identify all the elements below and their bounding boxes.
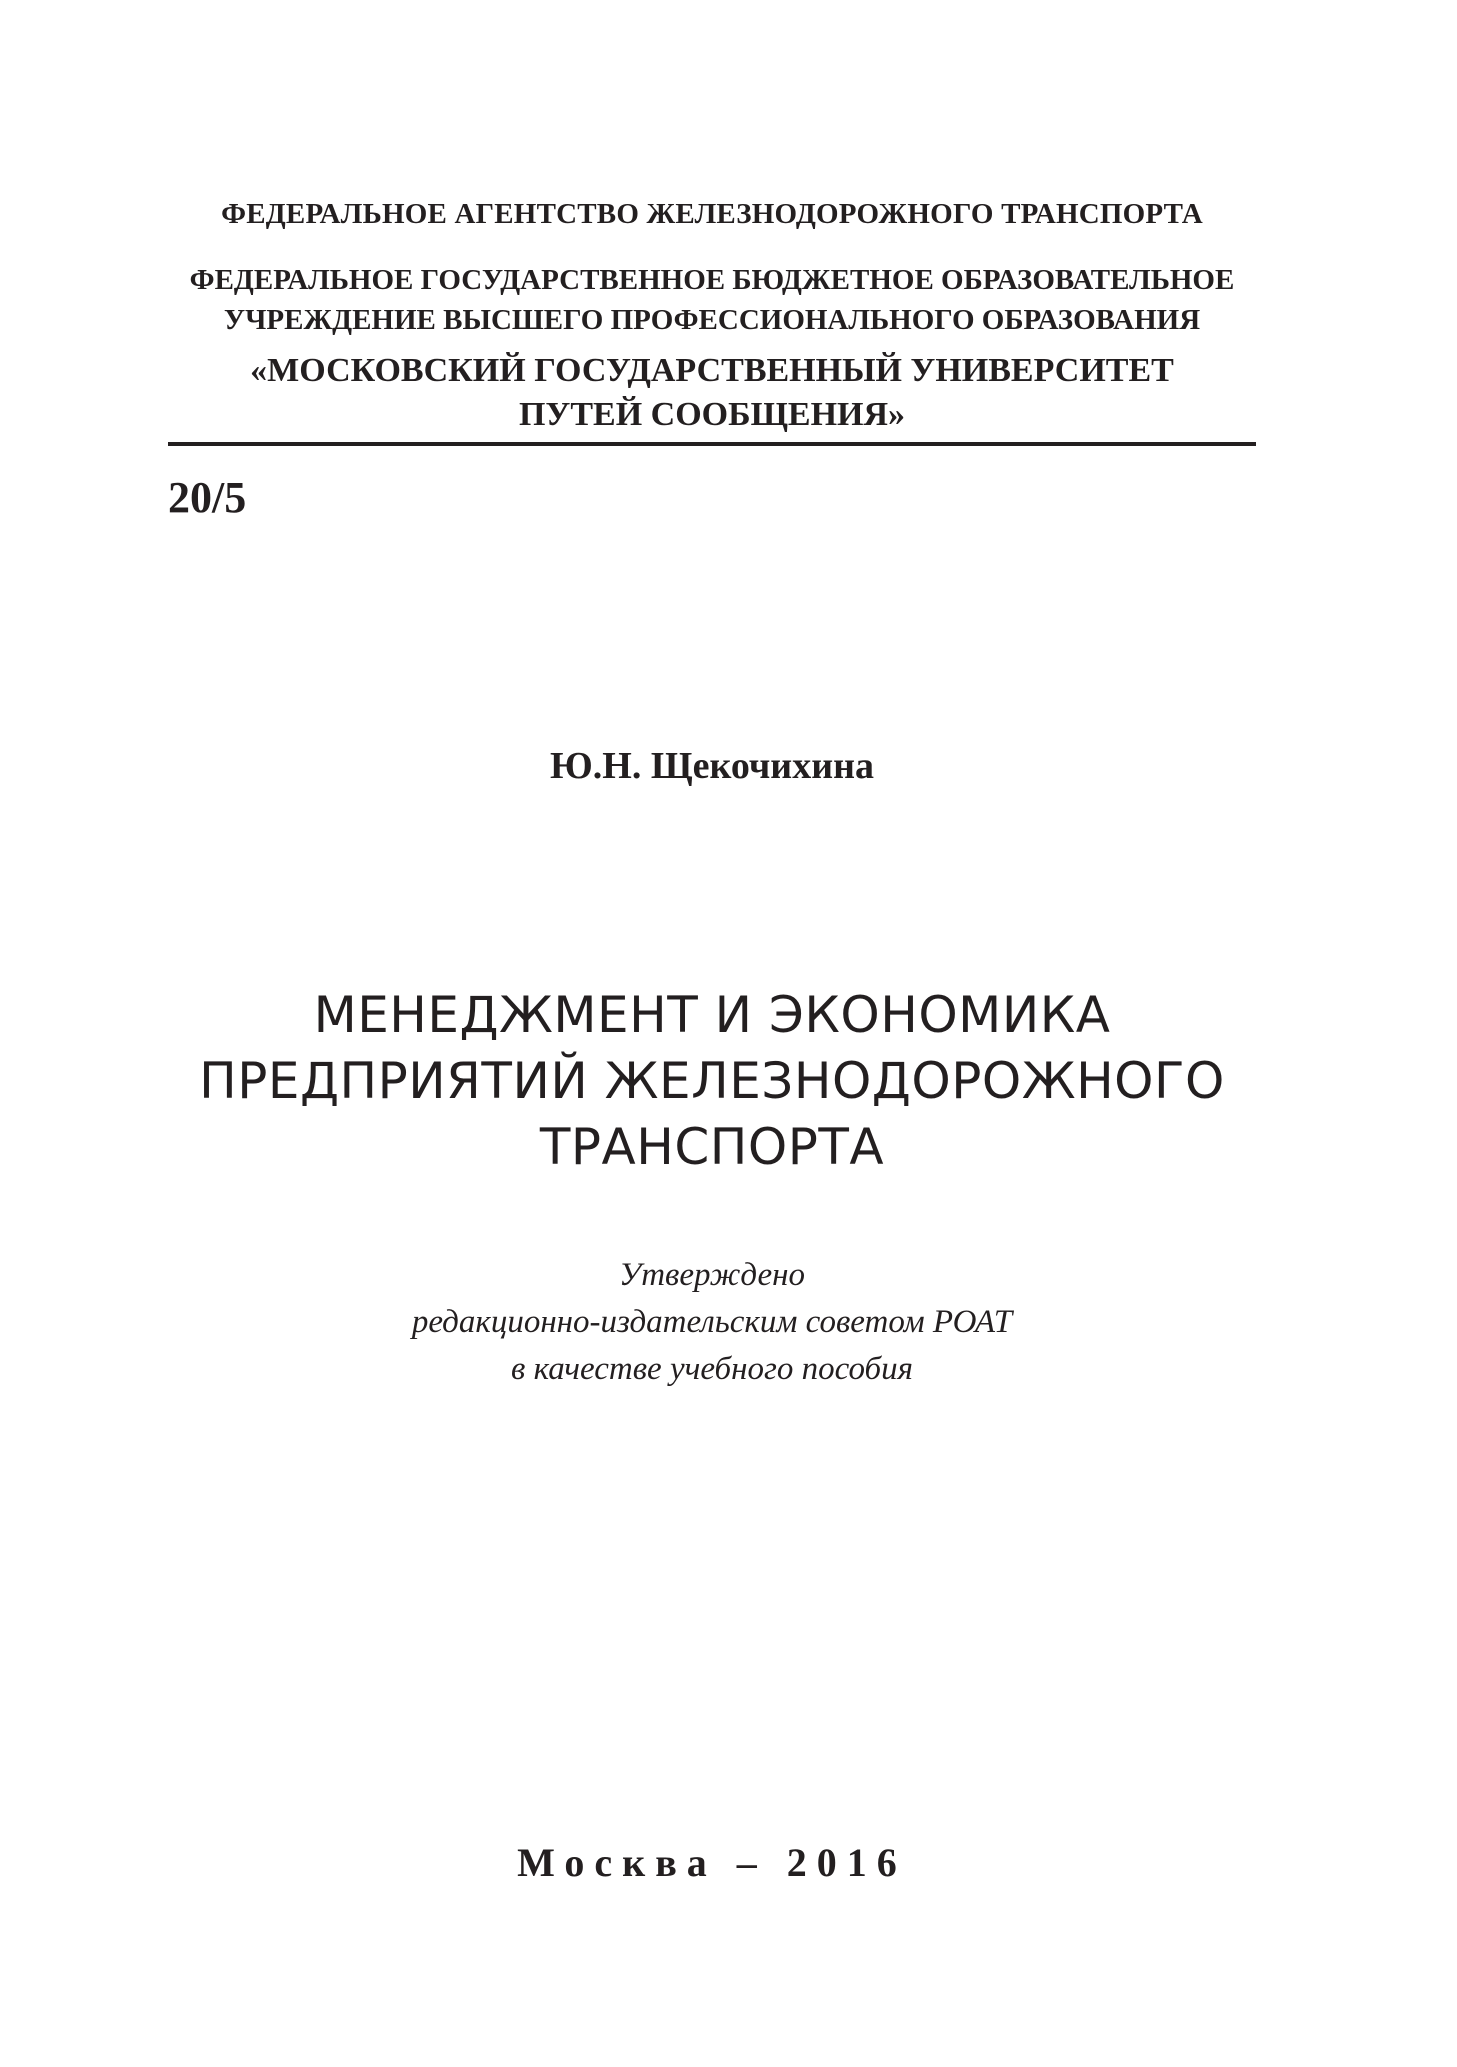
author-name: Ю.Н. Щекочихина (550, 745, 874, 787)
book-title (168, 982, 1256, 1180)
approval-note-line-3: в качестве учебного пособия (511, 1351, 913, 1387)
city-year: Москва – 2016 (517, 1840, 907, 1885)
catalog-code: 20/5 (168, 473, 247, 522)
header-divider (168, 442, 1256, 446)
institution-name-line-1: ФЕДЕРАЛЬНОЕ ГОСУДАРСТВЕННОЕ БЮДЖЕТНОЕ ОБРАЗОВАТЕЛЬНОЕ (189, 264, 1235, 296)
book-title-line-1: МЕНЕДЖМЕНТ И ЭКОНОМИКА (313, 986, 1111, 1044)
agency-name: ФЕДЕРАЛЬНОЕ АГЕНТСТВО ЖЕЛЕЗНОДОРОЖНОГО ТРАНСПОРТА (221, 198, 1203, 230)
book-title-line-3: ТРАНСПОРТА (539, 1118, 885, 1176)
book-title-line-2: ПРЕДПРИЯТИЙ ЖЕЛЕЗНОДОРОЖНОГО (199, 1052, 1225, 1110)
university-name-line-2: ПУТЕЙ СООБЩЕНИЯ» (518, 396, 906, 433)
approval-note-line-2: редакционно-издательским советом РОАТ (411, 1304, 1013, 1340)
institution-name (168, 260, 1256, 340)
university-name-line-1: «МОСКОВСКИЙ ГОСУДАРСТВЕННЫЙ УНИВЕРСИТЕТ (250, 352, 1174, 389)
institution-name-line-2: УЧРЕЖДЕНИЕ ВЫСШЕГО ПРОФЕССИОНАЛЬНОГО ОБРАЗОВАНИЯ (223, 304, 1201, 336)
approval-note-line-1: Утверждено (619, 1257, 805, 1293)
approval-note (168, 1252, 1256, 1393)
university-name (168, 349, 1256, 437)
